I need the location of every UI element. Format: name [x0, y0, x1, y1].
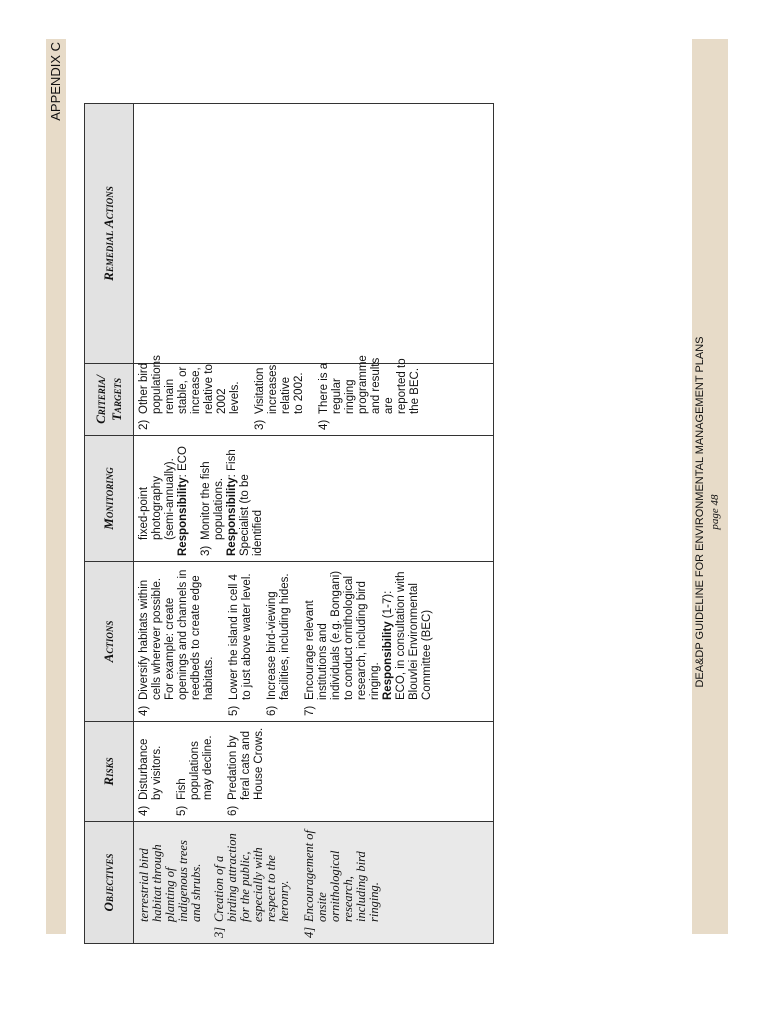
footer-title: DEA&DP GUIDELINE FOR ENVIRONMENTAL MANAGEMENT PLANS — [694, 336, 706, 688]
action-item: 4) Diversify habitats within cells wherever possible. For example: create openings and channels in reedbeds to create edge habitats. — [138, 569, 215, 716]
responsibility-label: Responsibility — [382, 621, 394, 700]
header-risks: Risks — [85, 722, 134, 822]
criteria-item: 2) Other bird populations remain stable, or increase, relative to 2002 levels. — [138, 355, 241, 430]
objective-item: 4] Encouragement of onsite ornithological research, including bird ringing. — [302, 830, 381, 938]
objective-continued: terrestrial bird habitat through planting of indigenous trees and shrubs. — [137, 840, 203, 922]
header-actions: Actions — [85, 562, 134, 722]
header-remedial: Remedial Actions — [85, 104, 134, 364]
responsibility-label: Responsibility — [177, 477, 189, 556]
objective-item: 3] Creation of a birding attraction for the public, especially with respect to the heronry. — [212, 833, 291, 938]
risk-item: 6) Predation by feral cats and House Crows. — [227, 727, 265, 816]
footer — [694, 0, 721, 1024]
responsibility-label: Responsibility — [226, 477, 238, 556]
action-item: 6) Increase bird-viewing facilities, including hides. — [266, 573, 291, 716]
emp-table — [84, 103, 494, 944]
table-header-row — [85, 104, 134, 944]
table-row — [134, 104, 494, 944]
risk-item: 5) Fish populations may decline. — [176, 735, 214, 816]
appendix-label: APPENDIX C — [48, 42, 63, 121]
risk-item: 4) Disturbance by visitors. — [138, 738, 163, 816]
header-bar — [46, 39, 66, 934]
page-number: page 48 — [709, 494, 721, 530]
monitoring-cell: fixed-point photography (semi-annually). Responsibility: ECO 3) Monitor the fish populations. Responsibility: Fish Specialist (to be identified — [134, 436, 494, 562]
header-criteria: Criteria/ Targets — [85, 364, 134, 436]
monitoring-continued: fixed-point photography (semi-annually). — [138, 458, 176, 540]
criteria-item: 3) Visitation increases relative to 2002. — [254, 364, 305, 430]
remedial-cell — [134, 104, 494, 364]
objectives-cell — [134, 822, 494, 944]
criteria-item: 4) There is a regular ringing programme and results are reported to the BEC. — [318, 355, 421, 430]
risks-cell — [134, 722, 494, 822]
action-item: 7) Encourage relevant institutions and individuals (e.g. Bongani) to conduct ornithological research, including bird ringing. Responsibility (1-7): ECO, in consultation with Blouvlei Environmental Committee (BEC) — [304, 570, 433, 716]
header-monitoring: Monitoring — [85, 436, 134, 562]
criteria-cell — [134, 355, 494, 436]
action-item: 5) Lower the island in cell 4 to just above water level. — [228, 573, 253, 716]
header-objectives: Objectives — [85, 822, 134, 944]
monitoring-item: 3) Monitor the fish populations. — [200, 461, 225, 556]
actions-cell — [134, 562, 494, 722]
